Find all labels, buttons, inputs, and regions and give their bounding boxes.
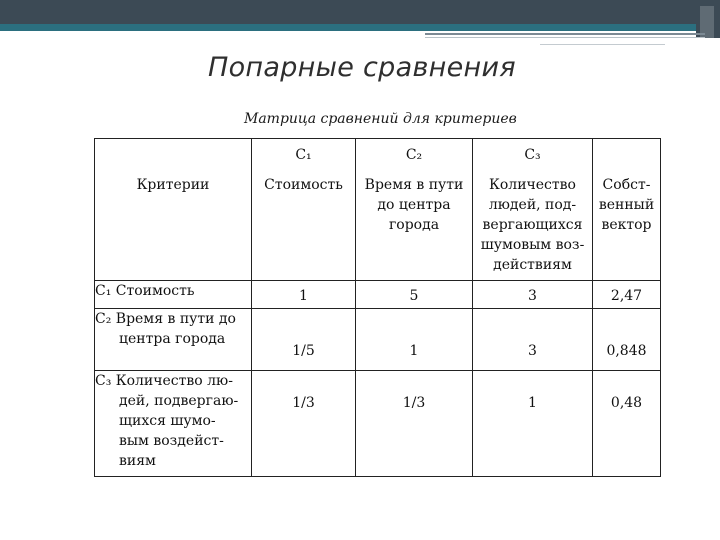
row-label-line: вым воздейст- [119,433,224,449]
header-c1-cell [252,139,356,281]
header-rule [425,37,705,38]
matrix-value: 1/3 [252,371,356,477]
header-name-line: Время в пути [364,177,464,193]
eigenvector-value: 2,47 [593,281,661,309]
header-vector-cell [593,139,661,281]
row-label-line: дей, подвергаю- [119,393,239,409]
header-name-line: Количество [489,177,576,193]
header-teal-band [0,24,720,31]
table-caption: Матрица сравнений для критериев [244,111,517,127]
header-name-line: людей, под- [488,197,577,213]
slide-header-decoration [0,0,720,38]
row-label-line: виям [119,453,156,469]
table-row [95,309,661,371]
header-name-line: вергающихся [482,217,583,233]
row-label-cell [95,371,252,477]
header-rule [540,44,665,45]
matrix-value: 1 [473,371,593,477]
row-label-line: C₂ Время в пути до [95,311,236,327]
header-criteria-cell [95,139,252,281]
row-label-line: C₃ Количество лю- [95,373,233,389]
row-label-line: C₁ Стоимость [95,283,195,299]
matrix-value: 5 [356,281,473,309]
header-dark-band [0,0,720,24]
header-vector-line: вектор [601,217,652,233]
matrix-value: 3 [473,309,593,371]
row-label-cell [95,309,252,371]
eigenvector-value: 0,848 [593,309,661,371]
header-name-line: действиям [493,257,572,273]
row-label-cell [95,281,252,309]
header-name-line: шумовым воз- [480,237,585,253]
header-name-line: города [388,217,440,233]
table-header-row [95,139,661,281]
matrix-value: 1/3 [356,371,473,477]
matrix-value: 3 [473,281,593,309]
comparison-matrix-table [94,138,661,477]
header-criteria-label: Критерии [136,177,210,193]
row-label-line: щихся шумо- [119,413,216,429]
header-name-line: до центра [377,197,451,213]
table-row [95,281,661,309]
header-c3-cell [473,139,593,281]
header-rule [425,33,705,35]
header-vector-line: венный [598,197,655,213]
table-row [95,371,661,477]
header-code: C₂ [405,147,423,163]
matrix-value: 1 [252,281,356,309]
header-name-line: Стоимость [264,177,343,193]
eigenvector-value: 0,48 [593,371,661,477]
matrix-value: 1/5 [252,309,356,371]
matrix-value: 1 [356,309,473,371]
slide-title: Попарные сравнения [208,52,516,83]
header-code: C₃ [524,147,541,163]
header-vector-line: Собст- [602,177,651,193]
row-label-line: центра города [119,331,226,347]
header-code: C₁ [295,147,312,163]
header-c2-cell [356,139,473,281]
